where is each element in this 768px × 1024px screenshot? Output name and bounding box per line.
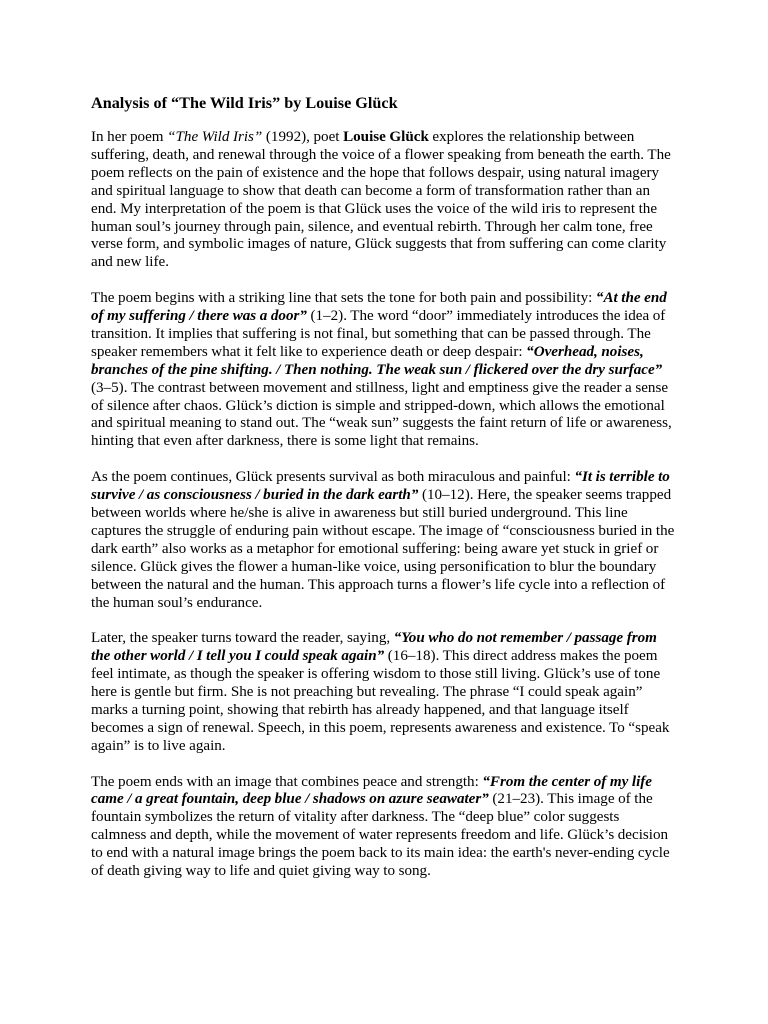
text-run: (10–12). Here, the speaker seems trapped between worlds where he/she is alive in awareness but still buried underground. This line captures the struggle of enduring pain without escape. The image of “consciousness buried in the dark earth” also works as a metaphor for emotional suffering: being aware yet stuck in grief or silence. Glück gives the flower a human-like voice, using personification to blur the boundary between the natural and the human. This approach turns a flower’s life cycle into a reflection of the human soul’s endurance. <box>91 487 675 611</box>
text-run: The poem ends with an image that combines peace and strength: <box>91 773 483 790</box>
poem-quote: “It is terrible to survive / as consciousness / buried in the dark earth” <box>91 469 670 504</box>
text-run: (1–2). The word “door” immediately introduces the idea of transition. It implies that suffering is not final, but something that can be passed through. The speaker remembers what it felt like to experience death or deep despair: <box>91 308 666 360</box>
poem-title-italic: “The Wild Iris” <box>167 129 263 145</box>
text-run: Later, the speaker turns toward the reader, saying, <box>91 630 394 647</box>
text-run: As the poem continues, Glück presents survival as both miraculous and painful: <box>91 469 575 486</box>
text-run: (21–23). This image of the fountain symbolizes the return of vitality after darkness. The “deep blue” color suggests calmness and depth, while the movement of water represents freedom and life. Glück’s decision to end with a natural image brings the poem back to its main idea: the earth's never-ending cycle of death giving way to life and quiet giving way to song. <box>91 791 670 880</box>
paragraph-survival <box>91 469 678 612</box>
poet-name-bold: Louise Glück <box>343 129 429 145</box>
text-run: explores the relationship between suffering, death, and renewal through the voice of a flower speaking from beneath the earth. The poem reflects on the pain of existence and the hope that follows despair, using natural imagery and spiritual language to show that death can become a form of transformation rather than an end. My interpretation of the poem is that Glück uses the voice of the wild iris to represent the human soul’s journey through pain, silence, and eventual rebirth. Through her calm tone, free verse form, and symbolic images of nature, Glück suggests that from suffering can come clarity and new life. <box>91 129 671 271</box>
paragraph-opening-lines <box>91 290 678 451</box>
poem-quote: “From the center of my life came / a great fountain, deep blue / shadows on azure seawater” <box>91 773 652 808</box>
text-run: In her poem <box>91 129 168 145</box>
document-title: Analysis of “The Wild Iris” by Louise Glück <box>91 94 398 112</box>
poem-quote: “Overhead, noises, branches of the pine shifting. / Then nothing. The weak sun / flickered over the dry surface” <box>91 343 663 378</box>
paragraph-direct-address <box>91 630 678 755</box>
text-run: (3–5). The contrast between movement and stillness, light and emptiness give the reader a sense of silence after chaos. Glück’s diction is simple and stripped-down, which allows the emotional and spiritual meaning to stand out. The “weak sun” suggests the faint return of life or awareness, hinting that even after darkness, there is some light that remains. <box>91 379 672 450</box>
text-run: (16–18). This direct address makes the poem feel intimate, as though the speaker is offering wisdom to those still living. Glück’s use of tone here is gentle but firm. She is not preaching but revealing. The phrase “I could speak again” marks a turning point, showing that rebirth has already happened, and that language itself becomes a sign of renewal. Speech, in this poem, represents awareness and existence. To “speak again” is to live again. <box>91 648 670 754</box>
paragraph-ending <box>91 774 678 881</box>
document-page <box>91 93 678 899</box>
text-run: (1992), poet <box>262 129 344 145</box>
poem-quote: “You who do not remember / passage from the other world / I tell you I could speak again” <box>91 630 657 665</box>
text-run: The poem begins with a striking line that sets the tone for both pain and possibility: <box>91 290 596 307</box>
paragraph-introduction <box>91 129 678 272</box>
poem-quote: “At the end of my suffering / there was a door” <box>91 290 667 325</box>
